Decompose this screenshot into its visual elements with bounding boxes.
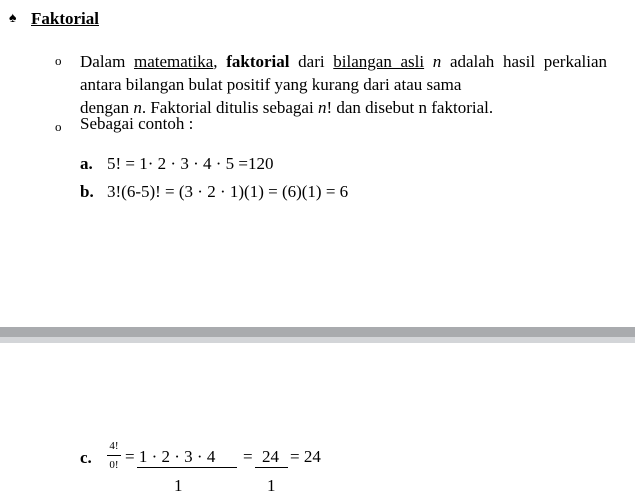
definition-text: Dalam bbox=[80, 52, 134, 71]
example-label: b. bbox=[80, 182, 94, 201]
circle-bullet-icon: o bbox=[55, 119, 62, 134]
definition-text: . Faktorial ditulis sebagai bbox=[141, 98, 318, 117]
page-break-dark bbox=[0, 327, 635, 337]
variable-n: n bbox=[317, 98, 327, 117]
example-formula: 3!(6-5)! = (3 · 2 · 1)(1) = (6)(1) = 6 bbox=[107, 182, 349, 201]
spade-icon: ♠ bbox=[9, 11, 17, 26]
expression-numerator: = 1 · 2 · 3 · 4 bbox=[125, 447, 216, 466]
definition-text bbox=[424, 52, 433, 71]
expression-numerator: 24 bbox=[262, 447, 279, 466]
definition-text: dengan bbox=[80, 98, 134, 117]
variable-n: n bbox=[432, 52, 442, 71]
section-title: Faktorial bbox=[31, 9, 99, 28]
definition-text: dari bbox=[289, 52, 334, 71]
expression-denominator: 1 bbox=[267, 476, 276, 495]
definition-paragraph bbox=[80, 50, 607, 119]
example-label: c. bbox=[80, 448, 92, 467]
variable-n: n bbox=[133, 98, 142, 117]
expression-denominator: 1 bbox=[174, 476, 183, 495]
example-label: a. bbox=[80, 154, 93, 173]
definition-text: adalah hasil perkalian antara bilangan bulat positif yang kurang dari atau sama bbox=[80, 52, 607, 94]
fraction-denominator: 0! bbox=[109, 459, 119, 471]
definition-text: , bbox=[213, 52, 227, 71]
definition-text: ! dan disebut n faktorial. bbox=[326, 98, 494, 117]
fraction-bar bbox=[255, 467, 288, 468]
result: = 24 bbox=[290, 447, 321, 466]
fraction-bar bbox=[107, 455, 121, 456]
link-bilangan-asli[interactable]: bilangan asli bbox=[333, 52, 425, 71]
page-break-light bbox=[0, 337, 635, 343]
fraction-numerator: 4! bbox=[109, 440, 119, 452]
circle-bullet-icon: o bbox=[55, 53, 62, 68]
link-matematika[interactable]: matematika bbox=[133, 52, 214, 71]
fraction-bar bbox=[137, 467, 237, 468]
page-break bbox=[0, 327, 635, 343]
equals-sign: = bbox=[243, 447, 253, 466]
example-formula: 5! = 1· 2 · 3 · 4 · 5 =120 bbox=[107, 154, 274, 173]
term-faktorial: faktorial bbox=[226, 52, 290, 71]
example-intro: Sebagai contoh : bbox=[80, 114, 194, 133]
